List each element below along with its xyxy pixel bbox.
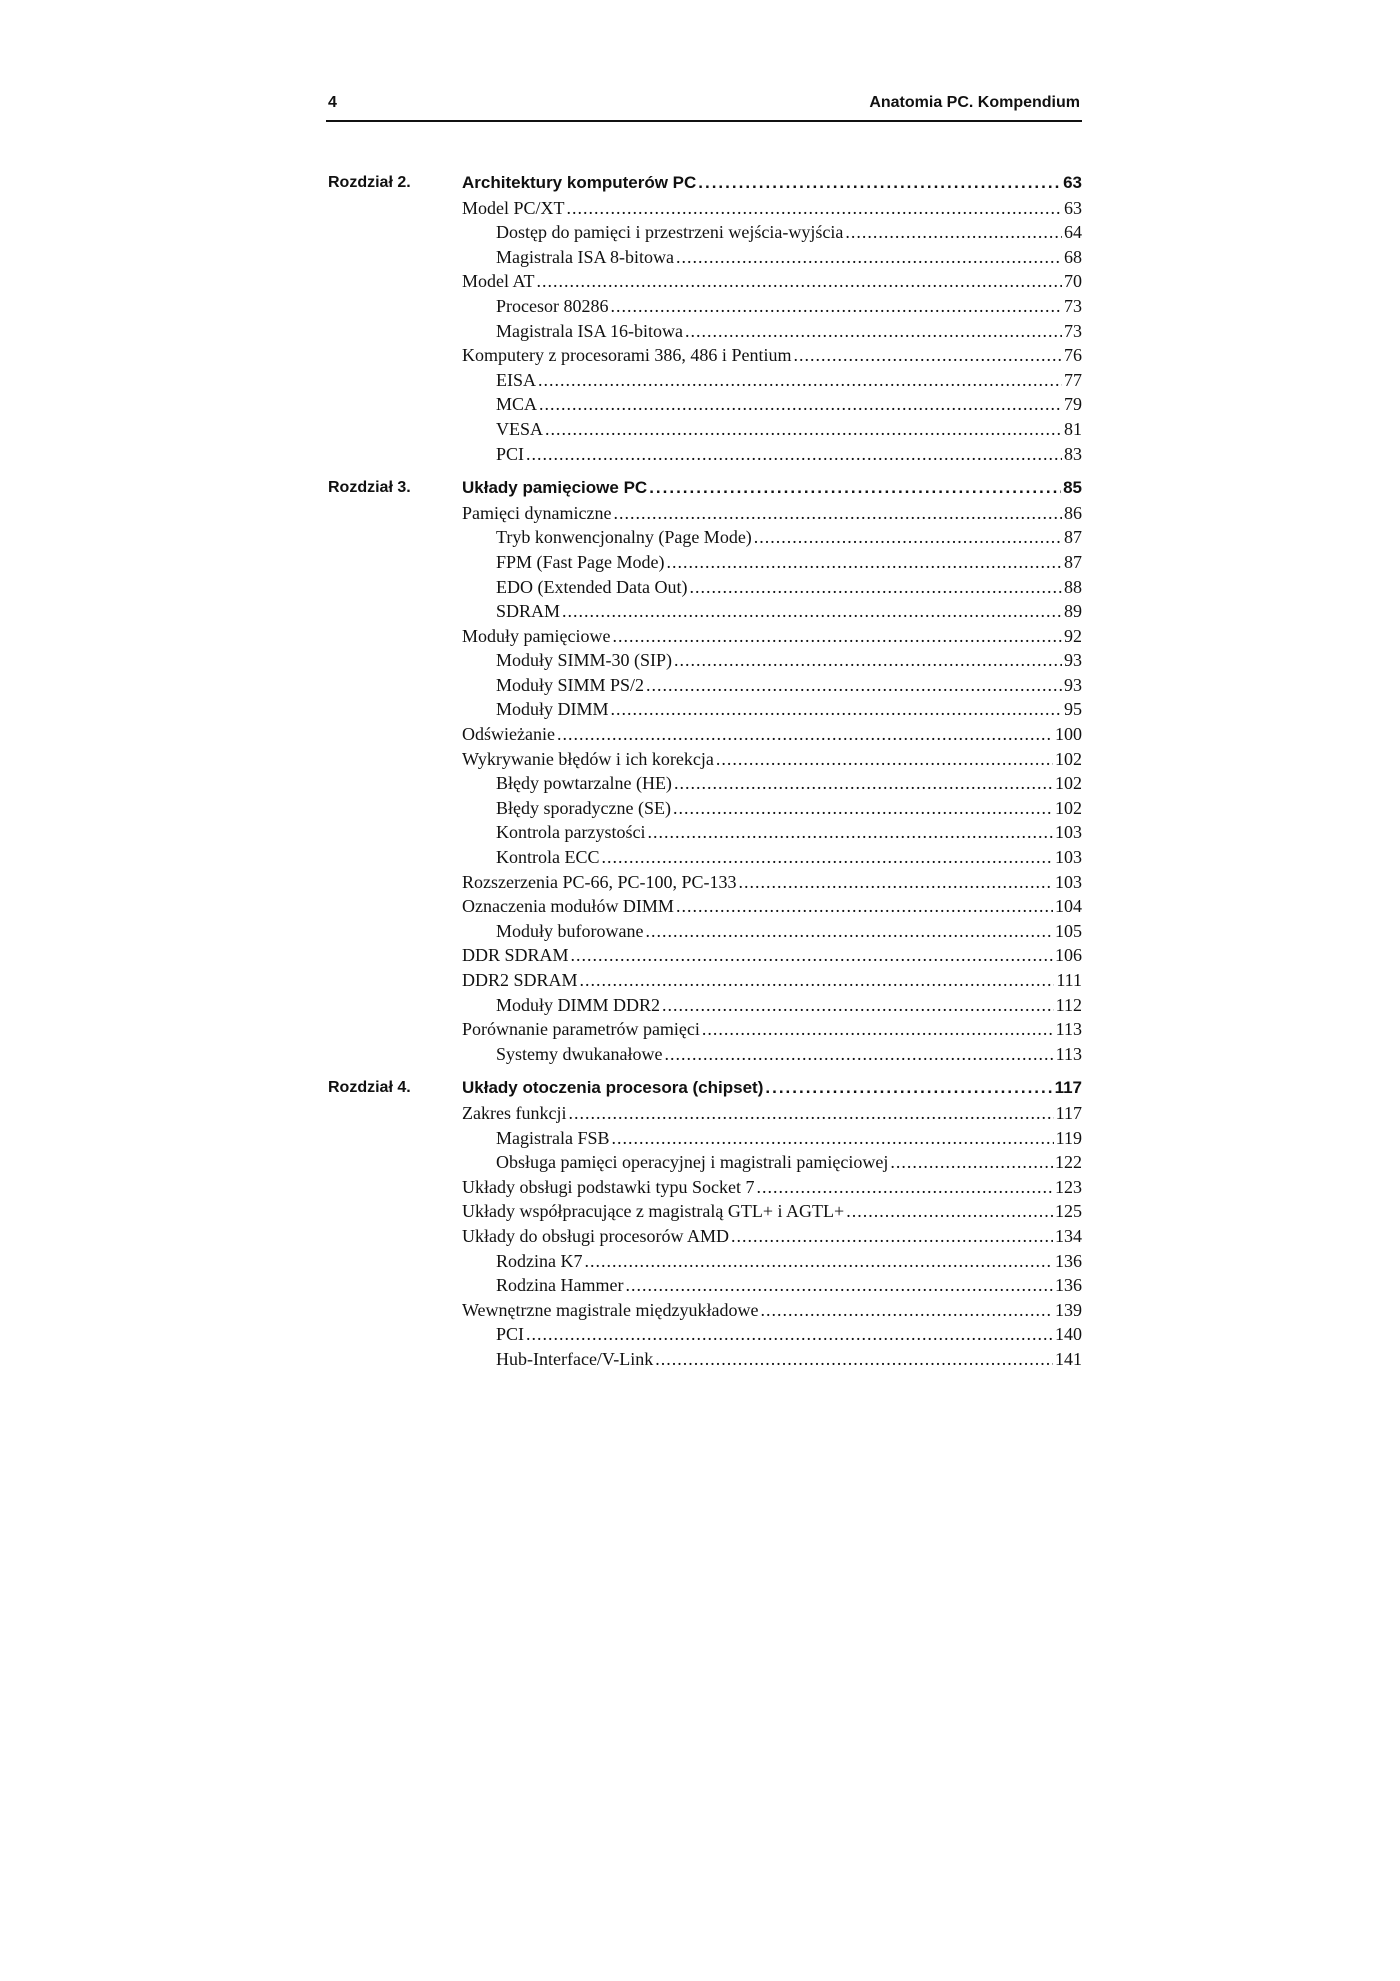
entry-title: Moduły pamięciowe [462,625,611,646]
dot-leader [756,1175,1053,1200]
entry-title: Komputery z procesorami 386, 486 i Pentium [462,345,792,366]
entry-page-number: 73 [1064,295,1082,316]
toc-subsection[interactable] [462,319,1082,344]
dot-leader [545,417,1062,442]
dot-leader [649,476,1061,501]
toc-chapter [326,171,1082,466]
dot-leader [539,392,1062,417]
entry-title: Model AT [462,271,535,292]
entry-page-number: 117 [1054,1078,1082,1098]
dot-leader [612,624,1062,649]
entry-title: EISA [496,369,536,390]
toc-subsection[interactable] [462,220,1082,245]
entry-page-number: 141 [1055,1348,1082,1369]
dot-leader [647,820,1053,845]
entry-page-number: 122 [1055,1152,1082,1173]
entry-page-number: 111 [1056,970,1082,990]
entry-page-number: 136 [1055,1275,1082,1296]
entry-title: Dostęp do pamięci i przestrzeni wejścia-wyjścia [496,222,844,243]
toc-subsection[interactable] [462,648,1082,673]
entry-title: PCI [496,443,525,464]
dot-leader [667,550,1062,575]
entry-page-number: 113 [1055,1019,1082,1040]
toc-subsection[interactable] [462,1322,1082,1347]
entry-page-number: 64 [1064,222,1082,243]
entry-title: Hub-Interface/V-Link [496,1348,654,1369]
dot-leader [584,1249,1053,1274]
entry-page-number: 81 [1064,418,1082,439]
entry-title: DDR2 SDRAM [462,970,578,990]
dot-leader [702,1017,1054,1042]
toc-subsection[interactable] [462,1249,1082,1274]
dot-leader [645,919,1053,944]
entry-title: Magistrala ISA 16-bitowa [496,320,683,341]
dot-leader [526,1322,1053,1347]
toc-subsection[interactable] [462,1347,1082,1372]
entry-title: Odświeżanie [462,724,555,745]
dot-leader [655,1347,1053,1372]
toc-section[interactable] [462,269,1082,294]
toc-subsection[interactable] [462,368,1082,393]
dot-leader [716,747,1053,772]
toc-subsection[interactable] [462,845,1082,870]
toc-subsection[interactable] [462,417,1082,442]
entry-page-number: 113 [1055,1043,1082,1064]
entry-title: PCI [496,1324,525,1345]
entry-title: Układy obsługi podstawki typu Socket 7 [462,1176,755,1197]
dot-leader [685,319,1062,344]
toc-section[interactable] [462,343,1082,368]
toc-subsection[interactable] [462,245,1082,270]
entry-page-number: 79 [1064,394,1082,415]
dot-leader [557,722,1053,747]
entry-title: Moduły SIMM-30 (SIP) [496,650,673,671]
toc-subsection[interactable] [462,294,1082,319]
entry-page-number: 100 [1055,724,1082,745]
toc-section[interactable] [462,943,1082,968]
page-header [326,92,1082,122]
dot-leader [613,501,1062,526]
dot-leader [738,870,1053,895]
entry-title: Kontrola parzystości [496,822,646,843]
entry-title: Układy otoczenia procesora (chipset) [462,1078,764,1098]
toc-subsection[interactable] [462,1150,1082,1175]
dot-leader [537,269,1062,294]
entry-title: Układy pamięciowe PC [462,478,648,498]
entry-page-number: 93 [1064,674,1082,695]
entry-title: Magistrala FSB [496,1127,610,1148]
entry-title: FPM (Fast Page Mode) [496,551,665,572]
toc-subsection[interactable] [462,392,1082,417]
dot-leader [568,1101,1053,1126]
entry-page-number: 136 [1055,1250,1082,1271]
entry-title: Architektury komputerów PC [462,173,697,192]
toc-subsection[interactable] [462,673,1082,698]
entry-page-number: 140 [1055,1324,1082,1345]
entry-title: Moduły buforowane [496,920,644,941]
chapter-label: Rozdział 4. [328,1079,411,1097]
entry-page-number: 123 [1055,1176,1082,1197]
toc-section[interactable] [462,1175,1082,1200]
entry-page-number: 63 [1063,173,1082,192]
dot-leader [846,1199,1053,1224]
dot-leader [674,648,1062,673]
chapter-title[interactable] [462,476,1082,501]
entry-page-number: 88 [1064,576,1082,597]
entry-page-number: 86 [1064,502,1082,523]
entry-title: EDO (Extended Data Out) [496,576,688,597]
dot-leader [567,196,1062,221]
entry-title: Wykrywanie błędów i ich korekcja [462,748,714,769]
dot-leader [610,294,1062,319]
dot-leader [765,1076,1052,1101]
entry-page-number: 68 [1064,246,1082,267]
entry-page-number: 139 [1055,1299,1082,1320]
toc-chapter [326,476,1082,1066]
entry-title: Błędy powtarzalne (HE) [496,773,672,794]
entry-page-number: 106 [1055,945,1082,966]
dot-leader [698,171,1061,196]
entry-title: Wewnętrzne magistrale międzyukładowe [462,1299,759,1320]
entry-page-number: 134 [1055,1225,1082,1246]
entry-page-number: 87 [1064,527,1082,548]
entry-title: Oznaczenia modułów DIMM [462,896,674,917]
entry-page-number: 104 [1055,896,1082,917]
toc-subsection[interactable] [462,599,1082,624]
dot-leader [890,1150,1053,1175]
entry-page-number: 89 [1064,601,1082,622]
entry-page-number: 102 [1055,797,1082,818]
entry-page-number: 70 [1064,271,1082,292]
entry-title: Magistrala ISA 8-bitowa [496,246,674,267]
toc-subsection[interactable] [462,993,1082,1018]
entry-title: Porównanie parametrów pamięci [462,1019,700,1040]
toc-section[interactable] [462,870,1082,895]
toc-subsection[interactable] [462,771,1082,796]
entry-page-number: 102 [1055,773,1082,794]
chapter-entries [462,476,1082,1066]
toc-section[interactable] [462,1224,1082,1249]
entry-title: Moduły SIMM PS/2 [496,674,645,695]
entry-page-number: 102 [1055,748,1082,769]
running-title: Anatomia PC. Kompendium [869,94,1080,111]
entry-title: VESA [496,418,544,439]
entry-title: Procesor 80286 [496,295,609,316]
entry-title: Kontrola ECC [496,847,600,868]
toc-chapter [326,1076,1082,1371]
entry-title: Układy do obsługi procesorów AMD [462,1225,729,1246]
toc-section[interactable] [462,1017,1082,1042]
chapter-title[interactable] [462,1076,1082,1101]
chapter-entries [462,171,1082,466]
entry-page-number: 73 [1064,320,1082,341]
toc-section[interactable] [462,624,1082,649]
toc-section[interactable] [462,1298,1082,1323]
entry-title: Rozszerzenia PC-66, PC-100, PC-133 [462,871,737,892]
toc-section[interactable] [462,1199,1082,1224]
chapter-title[interactable] [462,171,1082,196]
chapter-label: Rozdział 3. [328,479,411,497]
toc-subsection[interactable] [462,525,1082,550]
toc-subsection[interactable] [462,1273,1082,1298]
dot-leader [602,845,1054,870]
entry-page-number: 63 [1064,197,1082,218]
entry-title: Błędy sporadyczne (SE) [496,797,671,818]
entry-title: Zakres funkcji [462,1102,567,1123]
entry-title: Pamięci dynamiczne [462,502,612,523]
toc-subsection[interactable] [462,442,1082,467]
dot-leader [676,894,1053,919]
entry-page-number: 93 [1064,650,1082,671]
toc-section[interactable] [462,1101,1082,1126]
entry-title: Rodzina Hammer [496,1275,624,1296]
entry-title: Obsługa pamięci operacyjnej i magistrali pamięciowej [496,1152,889,1173]
toc-subsection[interactable] [462,1126,1082,1151]
dot-leader [664,1042,1053,1067]
dot-leader [538,368,1062,393]
entry-page-number: 77 [1064,369,1082,390]
entry-page-number: 83 [1064,443,1082,464]
dot-leader [612,1126,1054,1151]
entry-page-number: 119 [1055,1127,1082,1148]
entry-page-number: 76 [1064,345,1082,366]
toc-section[interactable] [462,196,1082,221]
dot-leader [571,943,1053,968]
entry-page-number: 87 [1064,551,1082,572]
dot-leader [689,575,1062,600]
toc-section[interactable] [462,501,1082,526]
dot-leader [731,1224,1053,1249]
entry-page-number: 117 [1055,1102,1082,1123]
dot-leader [674,771,1053,796]
entry-page-number: 95 [1064,699,1082,720]
dot-leader [625,1273,1053,1298]
dot-leader [793,343,1062,368]
entry-page-number: 125 [1055,1201,1082,1222]
dot-leader [673,796,1053,821]
toc-subsection[interactable] [462,796,1082,821]
entry-title: MCA [496,394,538,415]
dot-leader [611,697,1062,722]
toc-subsection[interactable] [462,575,1082,600]
dot-leader [562,599,1062,624]
dot-leader [845,220,1062,245]
dot-leader [662,993,1054,1018]
entry-title: Moduły DIMM [496,699,609,720]
dot-leader [754,525,1062,550]
table-of-contents [326,171,1082,1382]
entry-page-number: 103 [1055,847,1082,868]
entry-title: Systemy dwukanałowe [496,1043,663,1064]
toc-section[interactable] [462,747,1082,772]
entry-title: Model PC/XT [462,197,565,218]
entry-title: Układy współpracujące z magistralą GTL+ i AGTL+ [462,1201,845,1222]
dot-leader [760,1298,1053,1323]
toc-subsection[interactable] [462,697,1082,722]
toc-section[interactable] [462,968,1082,993]
entry-title: SDRAM [496,601,561,622]
toc-section[interactable] [462,894,1082,919]
entry-page-number: 105 [1055,920,1082,941]
entry-title: Moduły DIMM DDR2 [496,994,661,1015]
toc-subsection[interactable] [462,919,1082,944]
page-number: 4 [328,94,337,111]
entry-page-number: 92 [1064,625,1082,646]
dot-leader [580,968,1055,993]
entry-page-number: 112 [1055,994,1082,1015]
dot-leader [526,442,1062,467]
toc-subsection[interactable] [462,820,1082,845]
entry-page-number: 85 [1063,478,1082,498]
dot-leader [646,673,1062,698]
toc-subsection[interactable] [462,550,1082,575]
toc-subsection[interactable] [462,1042,1082,1067]
chapter-label: Rozdział 2. [328,174,411,191]
entry-page-number: 103 [1055,822,1082,843]
chapter-entries [462,1076,1082,1371]
entry-title: Rodzina K7 [496,1250,583,1271]
entry-title: Tryb konwencjonalny (Page Mode) [496,527,752,548]
dot-leader [676,245,1062,270]
toc-section[interactable] [462,722,1082,747]
entry-title: DDR SDRAM [462,945,569,966]
entry-page-number: 103 [1055,871,1082,892]
